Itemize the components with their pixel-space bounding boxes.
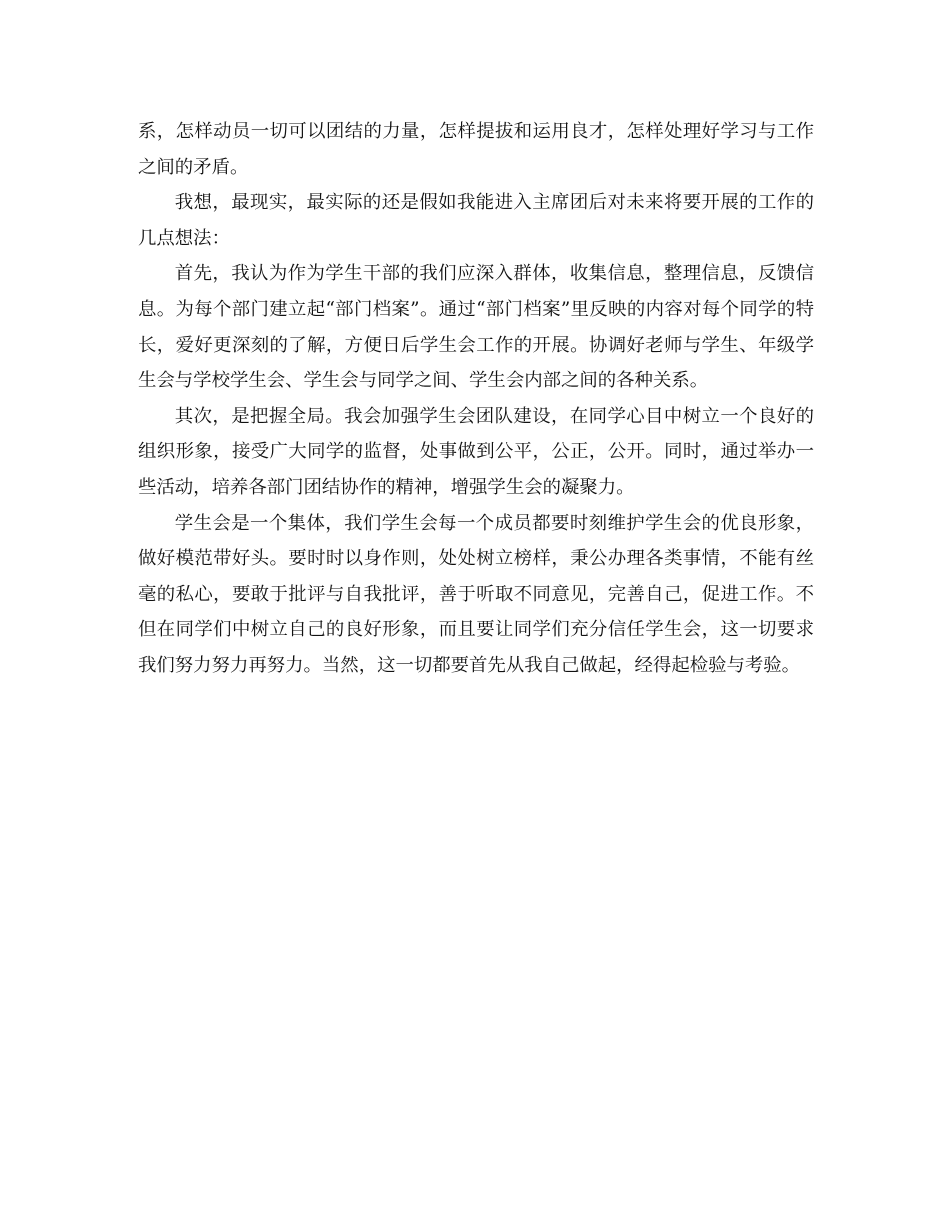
paragraph-thoughts-intro: 我想，最现实，最实际的还是假如我能进入主席团后对未来将要开展的工作的几点想法： — [138, 192, 814, 249]
document-body — [138, 114, 814, 684]
paragraph-first-point: 首先，我认为作为学生干部的我们应深入群体，收集信息，整理信息，反馈信息。为每个部门建立起“部门档案”。通过“部门档案”里反映的内容对每个同学的特长，爱好更深刻的了解，方便日后学生会工作的开展。协调好老师与学生、年级学生会与学校学生会、学生会与同学之间、学生会内部之间的各种关系。 — [138, 263, 814, 392]
paragraph-continuation: 系，怎样动员一切可以团结的力量，怎样提拔和运用良才，怎样处理好学习与工作之间的矛盾。 — [138, 121, 814, 178]
paragraph-second-point: 其次，是把握全局。我会加强学生会团队建设，在同学心目中树立一个良好的组织形象，接受广大同学的监督，处事做到公平，公正，公开。同时，通过举办一些活动，培养各部门团结协作的精神，增强学生会的凝聚力。 — [138, 405, 814, 498]
paragraph-conclusion: 学生会是一个集体，我们学生会每一个成员都要时刻维护学生会的优良形象，做好模范带好头。要时时以身作则，处处树立榜样，秉公办理各类事情，不能有丝毫的私心，要敢于批评与自我批评，善于听取不同意见，完善自己，促进工作。不但在同学们中树立自己的良好形象，而且要让同学们充分信任学生会，这一切要求我们努力努力再努力。当然，这一切都要首先从我自己做起，经得起检验与考验。 — [138, 512, 814, 676]
